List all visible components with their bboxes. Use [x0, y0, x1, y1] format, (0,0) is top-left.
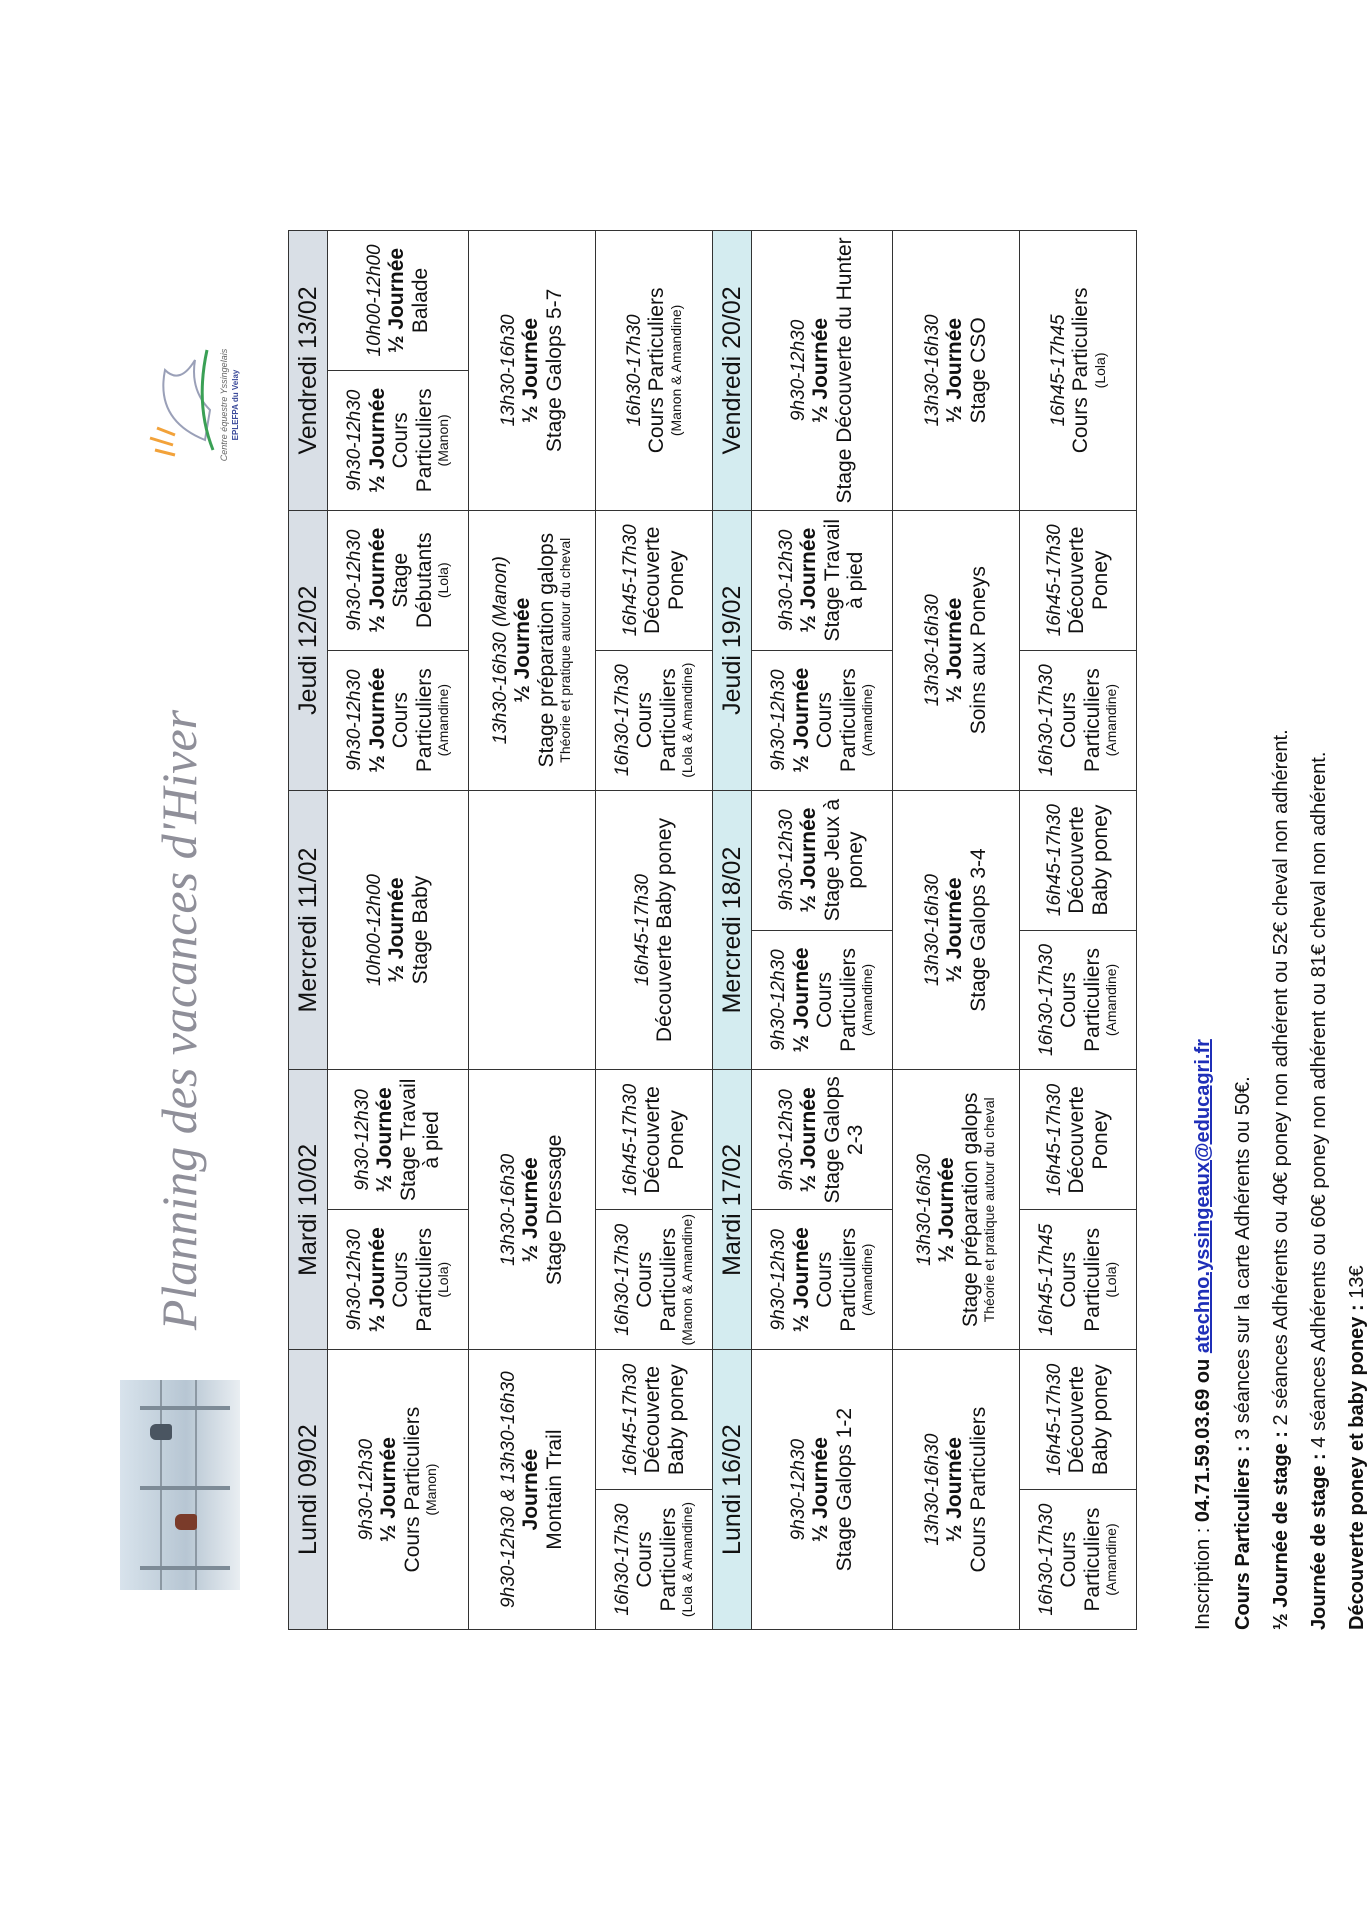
activity [752, 1350, 892, 1629]
activity [893, 231, 1019, 510]
activity-note: (Amandine) [1103, 1523, 1120, 1596]
activity-time: 9h30-12h30 [787, 1438, 809, 1541]
day-slot [596, 1070, 713, 1350]
activity [752, 511, 892, 650]
horse-logo-icon [135, 330, 219, 480]
activity-time: 13h30-16h30 [497, 314, 519, 427]
activity-name: Cours Particuliers [813, 1227, 860, 1332]
activity-name: Stage Galops 5-7 [542, 288, 566, 453]
activity-time: 16h45-17h30 [631, 874, 653, 987]
activity-name: Stage Galops 2-3 [820, 1076, 868, 1204]
activity-note: Théorie et pratique autour du cheval [557, 537, 574, 763]
activity-type: ½ Journée [789, 667, 813, 773]
day-slot [596, 1350, 713, 1630]
activity-time: 10h00-12h00 [363, 244, 385, 357]
inscription-label: Inscription : [1192, 1522, 1214, 1630]
activity-name: Cours Particuliers [633, 668, 680, 773]
activity-name: Cours Particuliers [1069, 287, 1093, 454]
activity-note: (Lola) [1103, 1261, 1120, 1298]
activity-type: ½ Journée [385, 877, 409, 983]
price-text: 4 séances Adhérents ou 60€ poney non adhérent ou 81€ cheval non adhérent. [1308, 751, 1330, 1454]
activity-time: 16h45-17h30 [619, 1083, 641, 1196]
activity-type: ½ Journée [935, 1157, 959, 1263]
day-slot [596, 790, 713, 1070]
day-header: Jeudi 19/02 [713, 510, 752, 790]
activity-name: Cours Particuliers [400, 1406, 424, 1573]
activity [752, 1070, 892, 1209]
activity-type: ½ Journée [943, 597, 967, 703]
activity-type: ½ Journée [519, 1157, 543, 1263]
activity [893, 1070, 1019, 1349]
schedule-table [288, 230, 1137, 1630]
activity-name: Découverte Poney [641, 526, 688, 634]
activity-time: 16h45-17h30 [1043, 804, 1065, 917]
activity [596, 511, 712, 650]
activity [596, 1350, 712, 1489]
activity-time: 10h00-12h00 [363, 874, 385, 987]
activity [752, 1210, 892, 1349]
footer-inscription [1192, 1039, 1215, 1630]
activity-type: ½ Journée [789, 947, 813, 1053]
activity-type: ½ Journée [377, 1437, 401, 1543]
activity-note: (Manon) [435, 414, 452, 467]
activity-type: ½ Journée [365, 387, 389, 493]
activity-type: ½ Journée [511, 597, 535, 703]
activity-name: Stage Galops 1-2 [832, 1407, 856, 1572]
activity-time: 9h30-12h30 [768, 669, 790, 771]
activity-time: 16h45-17h30 [1043, 524, 1065, 637]
activity-name: Cours Particuliers [813, 948, 860, 1052]
day-slot [596, 510, 713, 790]
day-header: Lundi 09/02 [289, 1350, 328, 1630]
activity-note: (Lola) [1091, 352, 1108, 389]
price-label: ½ Journée de stage : [1270, 1431, 1292, 1630]
day-slot [752, 231, 893, 511]
activity-type: ½ Journée [809, 1437, 833, 1543]
activity-time: 16h45-17h30 [1043, 1363, 1065, 1476]
activity-time: 13h30-16h30 [921, 314, 943, 427]
activity-type: Journée [519, 1448, 543, 1531]
activity-name: Découverte Baby poney [1065, 1364, 1112, 1476]
activity-name: Cours Particuliers [389, 388, 436, 493]
activity-time: 9h30-12h30 [787, 319, 809, 422]
activity-name: Cours Particuliers [813, 668, 860, 773]
activity-note: (Lola) [435, 562, 452, 599]
activity [752, 930, 892, 1069]
activity-name: Stage Galops 3-4 [966, 848, 990, 1012]
day-slot [893, 1350, 1020, 1630]
activity-note: (Manon) [423, 1463, 440, 1516]
activity [596, 1210, 712, 1349]
activity [596, 231, 712, 510]
day-slot [752, 510, 893, 790]
price-line [1232, 1076, 1255, 1630]
activity-type: ½ Journée [809, 317, 833, 423]
activity-time: 16h30-17h30 [1036, 943, 1058, 1056]
activity-type: ½ Journée [943, 877, 967, 983]
price-line [1270, 729, 1293, 1630]
activity-type: ½ Journée [365, 1227, 389, 1333]
activity [328, 650, 468, 789]
activity-time: 16h30-17h30 [612, 1223, 634, 1336]
activity-time: 16h30-17h30 [612, 1503, 634, 1616]
activity [752, 650, 892, 789]
activity-name: Cours Particuliers [1057, 1227, 1104, 1332]
price-line [1308, 752, 1331, 1630]
activity-type: ½ Journée [943, 1437, 967, 1543]
activity [328, 791, 468, 1070]
activity-time: 16h45-17h30 [1043, 1083, 1065, 1196]
activity-name: Stage Baby [408, 875, 432, 985]
activity [752, 791, 892, 930]
day-slot [469, 790, 596, 1070]
activity [469, 231, 595, 510]
time-slot-row [328, 231, 469, 1630]
activity-note: (Amandine) [1103, 683, 1120, 757]
activity [1020, 791, 1136, 930]
activity-time: 16h30-17h30 [623, 314, 645, 427]
price-label: Découverte poney et baby poney : [1346, 1304, 1368, 1630]
activity-name: Montain Trail [542, 1429, 566, 1550]
activity-time: 9h30-12h30 & 13h30-16h30 [497, 1371, 519, 1608]
logo-subcaption: EPLEFPA du Velay [231, 369, 240, 441]
email-link[interactable]: atechno.yssingeaux@educagri.fr [1192, 1039, 1214, 1354]
activity [328, 370, 468, 509]
activity [328, 231, 468, 370]
day-slot [1020, 231, 1137, 511]
activity [596, 791, 712, 1070]
activity-time: 9h30-12h30 [776, 1089, 798, 1191]
price-line [1346, 1265, 1369, 1630]
activity [1020, 1490, 1136, 1629]
activity-time: 9h30-12h30 [776, 529, 798, 631]
activity [328, 511, 468, 650]
activity-note: Théorie et pratique autour du cheval [981, 1097, 998, 1323]
day-header: Lundi 16/02 [713, 1350, 752, 1630]
time-slot-row [1020, 231, 1137, 1630]
activity [469, 1350, 595, 1629]
activity-name: Balade [408, 267, 432, 334]
day-slot [1020, 1350, 1137, 1630]
activity-name: Cours Particuliers [966, 1406, 990, 1573]
activity-note: (Lola & Amandine) [679, 662, 696, 778]
day-slot [328, 1070, 469, 1350]
activity-note: (Lola & Amandine) [679, 1501, 696, 1618]
activity-type: ½ Journée [373, 1087, 397, 1193]
activity-name: Soins aux Poneys [966, 566, 990, 735]
price-text: 3 séances sur la carte Adhérents ou 50€. [1232, 1076, 1254, 1446]
activity [1020, 930, 1136, 1069]
day-slot [752, 1350, 893, 1630]
page-title: Planning des vacances d'Hiver [151, 709, 207, 1331]
activity-name: Stage Débutants [389, 532, 436, 629]
activity-note: (Manon & Amandine) [679, 1214, 696, 1346]
day-header: Mercredi 11/02 [289, 790, 328, 1070]
activity-name: Stage préparation galops [958, 1092, 982, 1328]
activity-name: Découverte Baby poney [652, 817, 676, 1043]
activity [893, 791, 1019, 1070]
activity [328, 1210, 468, 1349]
activity [1020, 650, 1136, 789]
activity-time: 9h30-12h30 [352, 1089, 374, 1191]
activity-name: Cours Particuliers [1057, 948, 1104, 1052]
activity-time: 16h30-17h30 [1036, 1503, 1058, 1616]
activity-name: Stage Dressage [542, 1134, 566, 1286]
logo-caption: Centre équestre Yssingelais [219, 348, 229, 462]
activity-name: Stage Jeux à poney [820, 798, 868, 922]
school-logo [135, 330, 245, 480]
day-slot [1020, 1070, 1137, 1350]
activity-time: 9h30-12h30 [356, 1438, 378, 1541]
day-header: Mardi 17/02 [713, 1070, 752, 1350]
activity-time: 9h30-12h30 [344, 1229, 366, 1331]
activity [1020, 231, 1136, 510]
activity-note: (Lola) [435, 1261, 452, 1298]
price-label: Cours Particuliers : [1232, 1445, 1254, 1630]
activity-time: 9h30-12h30 [768, 1229, 790, 1331]
activity-time: 9h30-12h30 [344, 529, 366, 631]
activity-time: 13h30-16h30 [914, 1153, 936, 1266]
day-slot [469, 231, 596, 511]
price-text: 13€ [1346, 1265, 1368, 1305]
activity-note: (Manon & Amandine) [667, 304, 684, 437]
activity [752, 231, 892, 510]
activity-time: 16h45-17h30 [619, 524, 641, 637]
day-header: Vendredi 13/02 [289, 231, 328, 511]
activity [1020, 1210, 1136, 1349]
day-slot [469, 1350, 596, 1630]
activity-time: 16h30-17h30 [1036, 664, 1058, 777]
activity-name: Stage Travail à pied [396, 1078, 444, 1202]
activity-name: Cours Particuliers [1057, 668, 1104, 773]
activity-name: Stage CSO [966, 317, 990, 424]
day-header: Mercredi 18/02 [713, 790, 752, 1070]
activity [1020, 1070, 1136, 1209]
activity-type: ½ Journée [789, 1227, 813, 1333]
activity-time: 16h45-17h45 [1036, 1223, 1058, 1336]
activity-time: 9h30-12h30 [776, 809, 798, 911]
activity [328, 1350, 468, 1629]
day-slot [893, 1070, 1020, 1350]
day-header-row [289, 231, 328, 1630]
activity [596, 650, 712, 789]
day-slot [1020, 790, 1137, 1070]
day-slot [893, 510, 1020, 790]
price-label: Journée de stage : [1308, 1453, 1330, 1630]
day-slot [328, 231, 469, 511]
activity [596, 1490, 712, 1629]
time-slot-row [893, 231, 1020, 1630]
activity [893, 1350, 1019, 1629]
time-slot-row [469, 231, 596, 1630]
activity-note: (Amandine) [859, 963, 876, 1037]
activity-time: 9h30-12h30 [768, 949, 790, 1051]
activity-note: (Amandine) [859, 683, 876, 757]
activity-type: ½ Journée [797, 807, 821, 913]
activity-type: ½ Journée [519, 317, 543, 423]
activity-time: 9h30-12h30 [344, 669, 366, 771]
activity-time: 13h30-16h30 [921, 874, 943, 987]
activity-time: 16h45-17h30 [619, 1363, 641, 1476]
day-header-row [713, 231, 752, 1630]
activity-type: ½ Journée [797, 527, 821, 633]
time-slot-row [752, 231, 893, 1630]
activity-time: 9h30-12h30 [344, 389, 366, 492]
activity-time: 13h30-16h30 [497, 1153, 519, 1266]
activity-name: Cours Particuliers [633, 1227, 680, 1332]
activity-name: Cours Particuliers [645, 287, 669, 454]
activity [469, 1070, 595, 1349]
activity-type: ½ Journée [943, 317, 967, 423]
activity [328, 1070, 468, 1209]
activity-name: Cours Particuliers [389, 668, 436, 773]
activity-type: ½ Journée [365, 527, 389, 633]
day-slot [752, 790, 893, 1070]
day-slot [1020, 510, 1137, 790]
activity [1020, 1350, 1136, 1489]
activity [1020, 511, 1136, 650]
day-slot [328, 790, 469, 1070]
day-header: Mardi 10/02 [289, 1070, 328, 1350]
activity-name: Découverte Poney [641, 1086, 688, 1194]
day-slot [469, 510, 596, 790]
day-slot [469, 1070, 596, 1350]
activity-name: Stage Découverte du Hunter [832, 237, 856, 504]
activity-name: Cours Particuliers [389, 1227, 436, 1332]
day-slot [328, 1350, 469, 1630]
activity-time: 13h30-16h30 (Manon) [490, 556, 512, 745]
activity-note: (Amandine) [1103, 963, 1120, 1037]
activity-time: 13h30-16h30 [921, 1433, 943, 1546]
activity [596, 1070, 712, 1209]
activity-name: Découverte Poney [1065, 1086, 1112, 1194]
day-header: Jeudi 12/02 [289, 510, 328, 790]
day-slot [893, 790, 1020, 1070]
day-slot [893, 231, 1020, 511]
activity-name: Cours Particuliers [1057, 1507, 1104, 1612]
activity-time: 16h30-17h30 [612, 664, 634, 777]
activity-note: (Amandine) [435, 683, 452, 757]
activity-time: 16h45-17h45 [1047, 314, 1069, 427]
price-text: 2 séances Adhérents ou 40€ poney non adhérent ou 52€ cheval non adhérent. [1270, 729, 1292, 1432]
day-header: Vendredi 20/02 [713, 231, 752, 511]
day-slot [328, 510, 469, 790]
day-slot [596, 231, 713, 511]
activity [893, 511, 1019, 790]
activity-time: 13h30-16h30 [921, 594, 943, 707]
activity-name: Découverte Baby poney [1065, 804, 1112, 916]
day-slot [752, 1070, 893, 1350]
activity [469, 511, 595, 790]
activity-name: Découverte Poney [1065, 526, 1112, 634]
activity-note: (Amandine) [859, 1243, 876, 1316]
activity-name: Stage préparation galops [534, 532, 558, 768]
activity-type: ½ Journée [385, 247, 409, 353]
activity-type: ½ Journée [797, 1087, 821, 1193]
time-slot-row [596, 231, 713, 1630]
phone-number: 04.71.59.03.69 ou [1192, 1358, 1214, 1523]
activity-type: ½ Journée [365, 667, 389, 773]
activity-name: Découverte Baby poney [641, 1364, 688, 1476]
activity-name: Cours Particuliers [633, 1507, 680, 1612]
activity-name: Stage Travail à pied [820, 518, 868, 642]
